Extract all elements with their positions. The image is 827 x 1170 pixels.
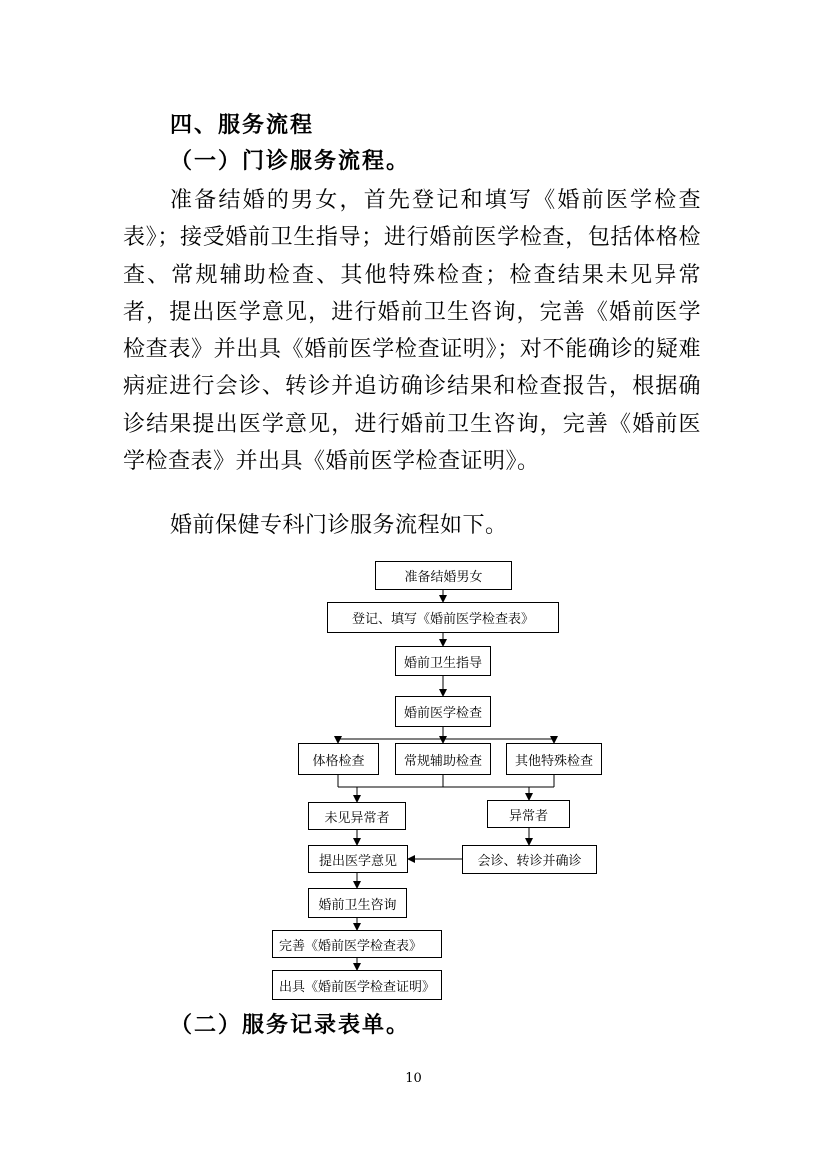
subsection-heading-outpatient: （一）门诊服务流程。	[170, 149, 411, 174]
flow-node-counseling: 婚前卫生咨询	[308, 888, 407, 918]
flow-node-register: 登记、填写《婚前医学检查表》	[327, 602, 559, 633]
flow-node-normal: 未见异常者	[308, 802, 406, 830]
flow-node-special-exam: 其他特殊检查	[506, 743, 602, 775]
flow-node-consult-referral: 会诊、转诊并确诊	[462, 845, 597, 874]
section-heading: 四、服务流程	[170, 113, 315, 138]
paragraph-flow-intro: 婚前保健专科门诊服务流程如下。	[170, 513, 508, 538]
flow-node-physical-exam: 体格检查	[298, 743, 379, 775]
flow-node-start: 准备结婚男女	[375, 561, 512, 590]
flow-node-routine-exam: 常规辅助检查	[395, 743, 491, 775]
subsection-heading-records: （二）服务记录表单。	[170, 1013, 411, 1038]
flow-node-complete-form: 完善《婚前医学检查表》	[272, 930, 442, 958]
flow-node-certificate: 出具《婚前医学检查证明》	[272, 970, 442, 1000]
page-number: 10	[405, 1071, 422, 1086]
paragraph-outpatient-process: 准备结婚的男女，首先登记和填写《婚前医学检查表》；接受婚前卫生指导；进行婚前医学检查，包括体格检查、常规辅助检查、其他特殊检查；检查结果未见异常者，提出医学意见，进行婚前卫生咨询，完善《婚前医学检查表》并出具《婚前医学检查证明》；对不能确诊的疑难病症进行会诊、转诊并追访确诊结果和检查报告，根据确诊结果提出医学意见，进行婚前卫生咨询，完善《婚前医学检查表》并出具《婚前医学检查证明》。	[123, 188, 701, 475]
flow-node-exam: 婚前医学检查	[395, 696, 491, 727]
flow-node-abnormal: 异常者	[487, 800, 570, 828]
flow-node-opinion: 提出医学意见	[308, 845, 408, 873]
flow-node-guidance: 婚前卫生指导	[395, 646, 491, 676]
